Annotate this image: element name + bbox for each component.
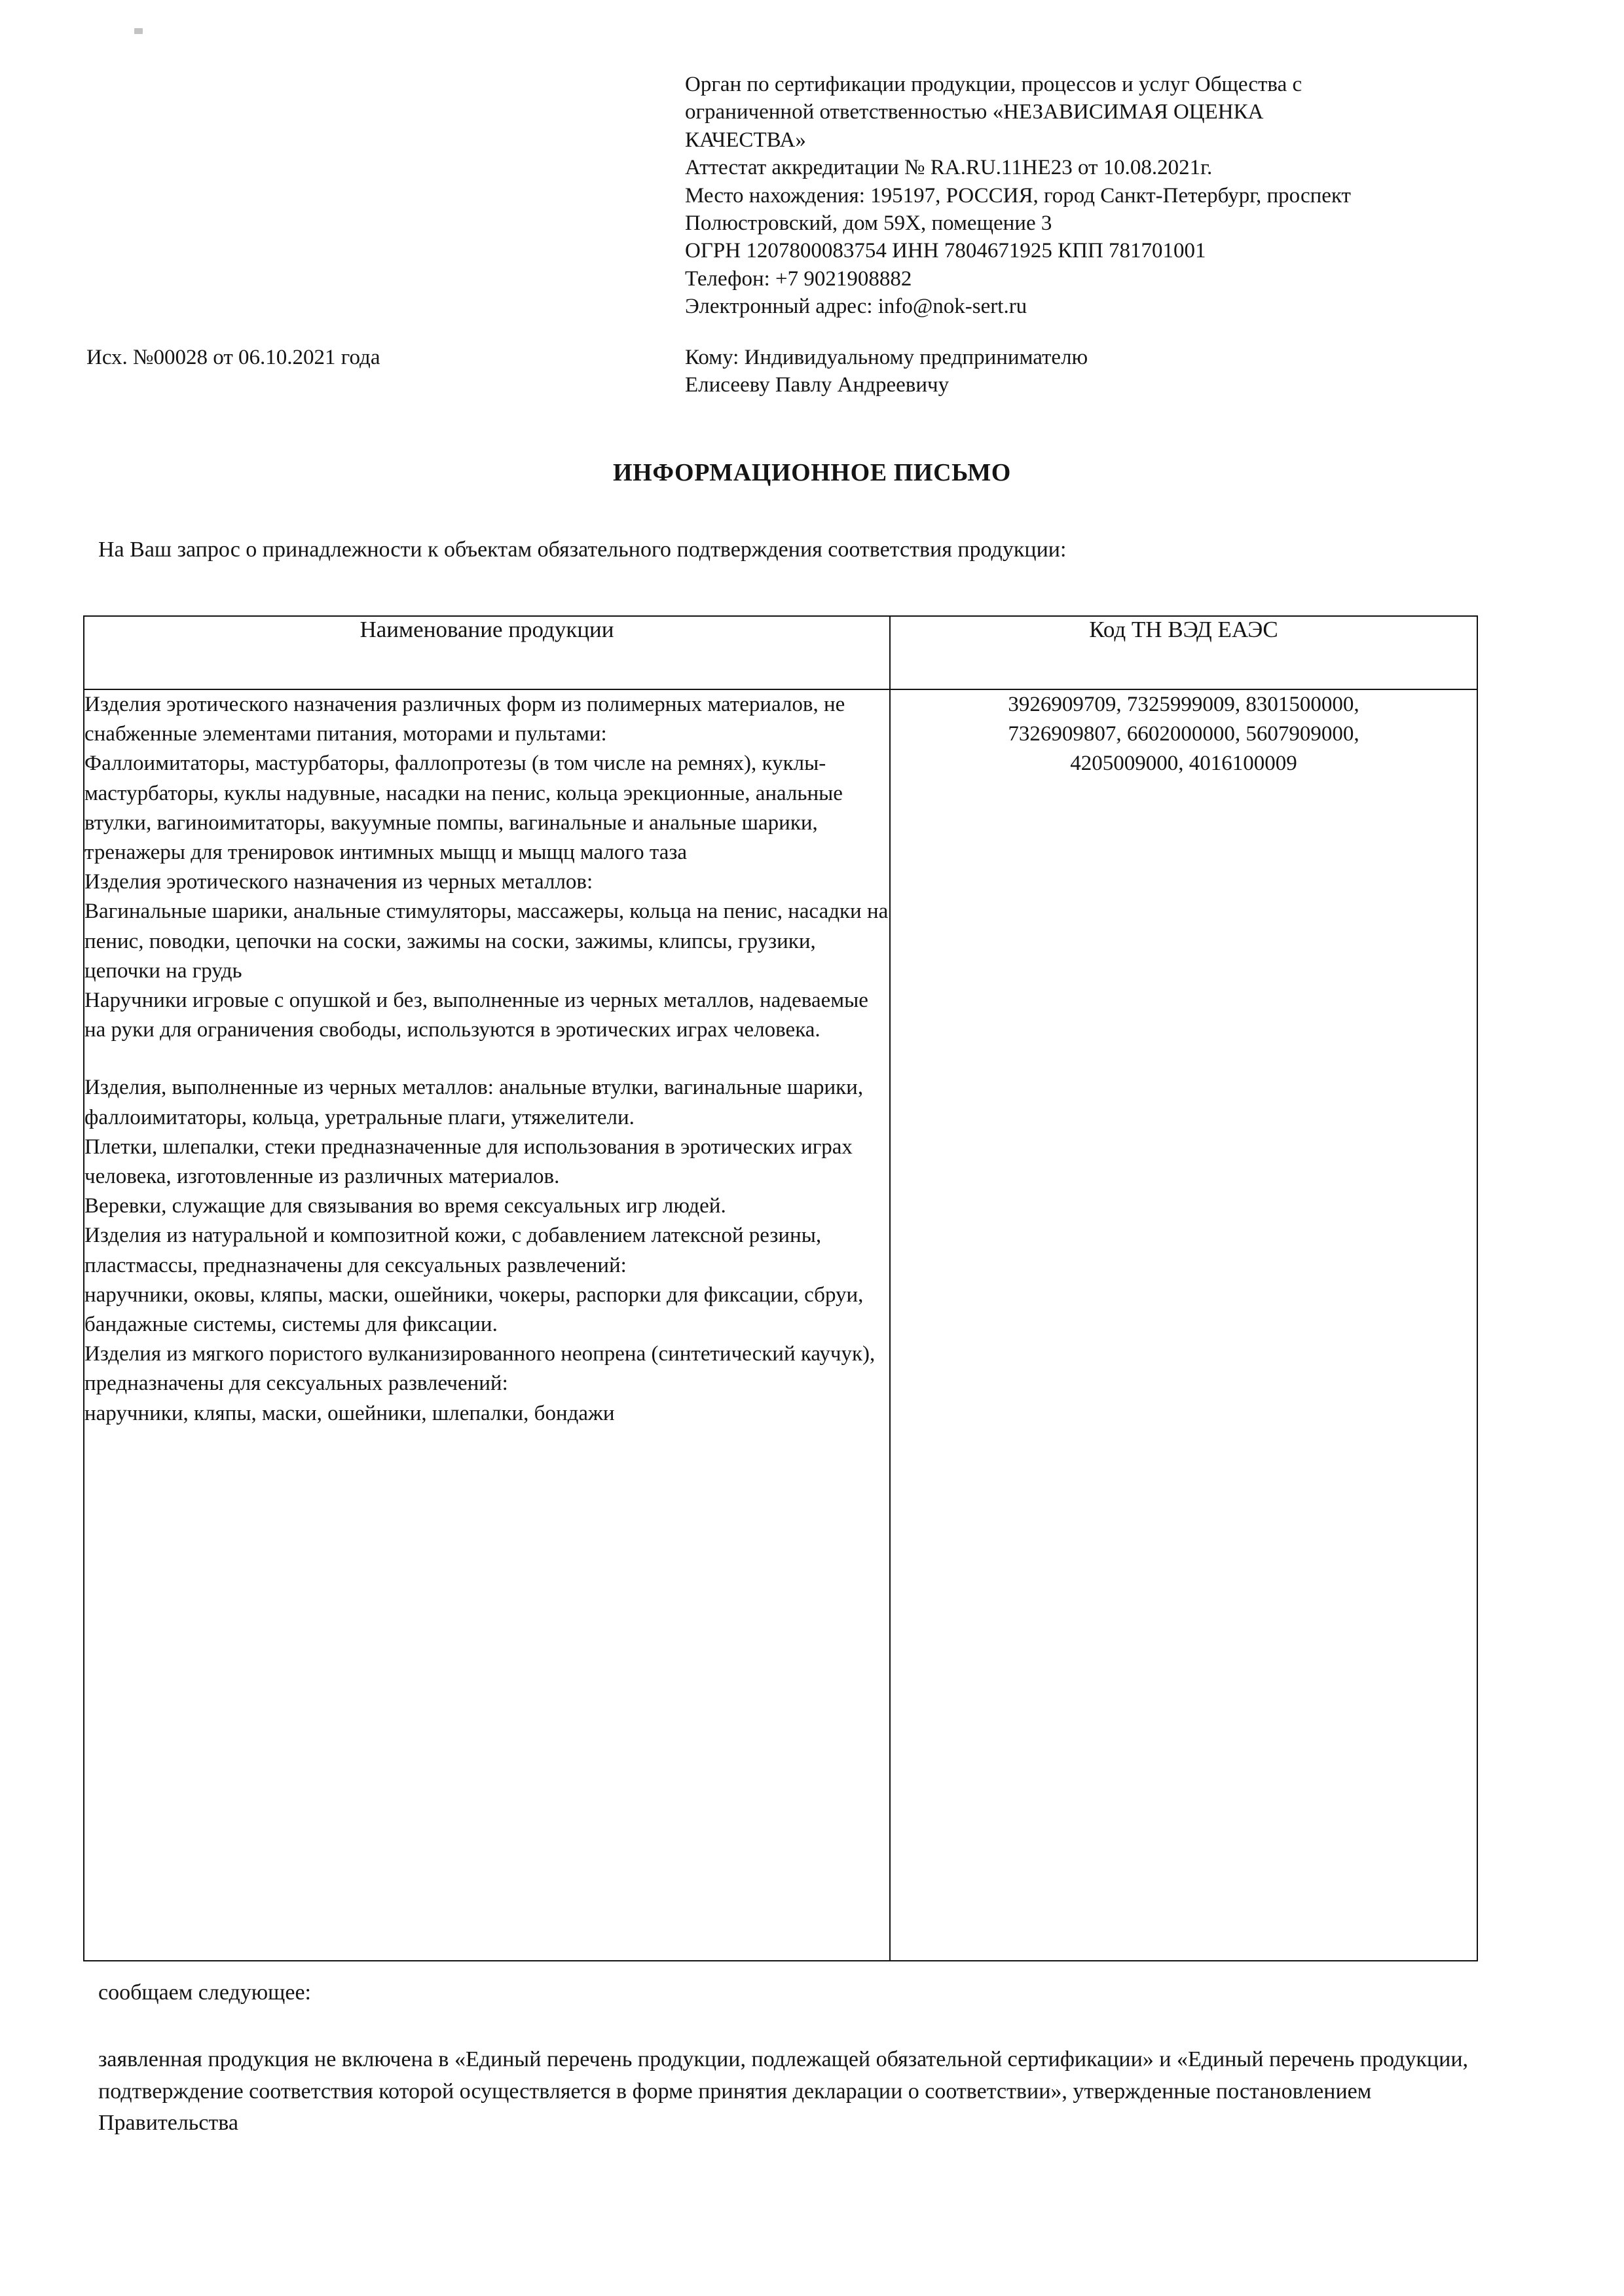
column-header-code: Код ТН ВЭД ЕАЭС — [890, 616, 1477, 689]
codes-line-3: 4205009000, 4016100009 — [1070, 752, 1297, 776]
page-title: ИНФОРМАЦИОННОЕ ПИСЬМО — [613, 459, 1011, 486]
product-paragraph-6: Изделия, выполненные из черных металлов: анальные втулки, вагинальные шарики, фаллоимитаторы, кольца, уретральные плаги, утяжелители. — [84, 1076, 864, 1129]
product-paragraph-5: Наручники игровые с опушкой и без, выполненные из черных металлов, надеваемые на руки для ограничения свободы, используются в эротических играх человека. — [84, 989, 868, 1042]
letterhead-line-2: ограниченной ответственностью «НЕЗАВИСИМАЯ ОЦЕНКА — [685, 100, 1264, 124]
product-paragraph-2: Фаллоимитаторы, мастурбаторы, фаллопротезы (в том числе на ремнях), куклы-мастурбаторы, куклы надувные, насадки на пенис, кольца эрекционные, анальные втулки, вагиноимитаторы, вакуумные помпы, вагинальные и анальные шарики, тренажеры для тренировок интимных мыщц и мыщц малого таза — [84, 752, 843, 865]
product-paragraph-11: Изделия из мягкого пористого вулканизированного неопрена (синтетический каучук), предназначены для сексуальных развлечений: — [84, 1342, 876, 1396]
email-line: Электронный адрес: info@nok-sert.ru — [685, 295, 1027, 319]
letterhead-block — [685, 71, 1477, 321]
closing-text: заявленная продукция не включена в «Единый перечень продукции, подлежащей обязательной сертификации» и «Единый перечень продукции, подтверждение соответствия которой осуществляется в форме принятия декларации о соответствии», утвержденные постановлением Правительства — [98, 2047, 1469, 2136]
product-codes-table — [83, 615, 1478, 1961]
scan-artifact-speck — [134, 28, 143, 34]
codes-line-2: 7326909807, 6602000000, 5607909000, — [1008, 722, 1359, 746]
phone-line: Телефон: +7 9021908882 — [685, 266, 912, 291]
cell-product-name — [84, 689, 890, 1961]
product-paragraph-7: Плетки, шлепалки, стеки предназначенные для использования в эротических играх человека, изготовленные из различных материалов. — [84, 1135, 853, 1189]
codes-line-1: 3926909709, 7325999009, 8301500000, — [1008, 693, 1359, 716]
closing-paragraph — [98, 2044, 1493, 2140]
product-paragraph-12: наручники, кляпы, маски, ошейники, шлепалки, бондажи — [84, 1401, 615, 1425]
reference-and-addressee-row — [0, 344, 1624, 422]
table-header-row — [84, 616, 1477, 689]
column-header-product-name: Наименование продукции — [84, 616, 890, 689]
intro-paragraph: На Ваш запрос о принадлежности к объектам обязательного подтверждения соответствия продукции: — [98, 538, 1067, 562]
addressee-block — [685, 344, 1477, 399]
letterhead-line-3: КАЧЕСТВА» — [685, 128, 806, 152]
outgoing-reference-number: Исх. №00028 от 06.10.2021 года — [86, 346, 380, 369]
addressee-line-2: Елисееву Павлу Андреевичу — [685, 373, 950, 397]
letterhead-line-1: Орган по сертификации продукции, процессов и услуг Общества с — [685, 73, 1302, 96]
paragraph-spacer — [84, 1045, 889, 1073]
registration-numbers-line: ОГРН 1207800083754 ИНН 7804671925 КПП 781701001 — [685, 239, 1206, 263]
product-paragraph-9: Изделия из натуральной и композитной кожи, с добавлением латексной резины, пластмассы, предназначены для сексуальных развлечений: — [84, 1224, 822, 1277]
product-paragraph-10: наручники, оковы, кляпы, маски, ошейники, чокеры, распорки для фиксации, сбруи, бандажные системы, системы для фиксации. — [84, 1283, 864, 1337]
product-paragraph-8: Веревки, служащие для связывания во время сексуальных игр людей. — [84, 1194, 726, 1218]
address-line-1: Место нахождения: 195197, РОССИЯ, город Санкт-Петербург, проспект — [685, 183, 1351, 208]
product-paragraph-3: Изделия эротического назначения из черных металлов: — [84, 870, 593, 894]
address-line-2: Полюстровский, дом 59Х, помещение 3 — [685, 211, 1052, 235]
after-table-line: сообщаем следующее: — [98, 1980, 311, 2005]
table-row — [84, 689, 1477, 1961]
cell-customs-codes — [890, 689, 1477, 1961]
product-paragraph-1: Изделия эротического назначения различных форм из полимерных материалов, не снабженные элементами питания, моторами и пультами: — [84, 693, 845, 746]
addressee-line-1: Кому: Индивидуальному предпринимателю — [685, 346, 1088, 369]
product-paragraph-4: Вагинальные шарики, анальные стимуляторы, массажеры, кольца на пенис, насадки на пенис, поводки, цепочки на соски, зажимы на соски, зажимы, клипсы, грузики, цепочки на грудь — [84, 900, 889, 983]
accreditation-certificate-line: Аттестат аккредитации № RA.RU.11НЕ23 от 10.08.2021г. — [685, 156, 1213, 180]
